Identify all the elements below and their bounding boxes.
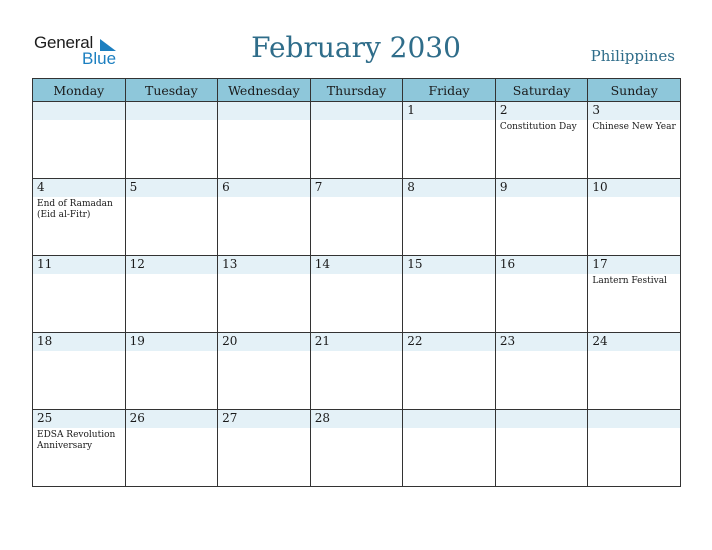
day-band [33, 102, 125, 120]
logo-text-general: General [34, 33, 94, 52]
day-cell [218, 179, 311, 256]
day-cell [33, 256, 126, 333]
day-band [403, 410, 495, 428]
day-band [311, 179, 403, 197]
day-cell [403, 256, 496, 333]
day-cell [125, 256, 218, 333]
day-band [33, 179, 125, 197]
weekday-header: Monday [33, 79, 126, 102]
day-band [311, 102, 403, 120]
day-number: 10 [592, 180, 608, 194]
day-number: 2 [499, 103, 508, 117]
day-number: 3 [592, 103, 601, 117]
day-cell [588, 179, 681, 256]
day-cell [403, 102, 496, 179]
holiday-label: End of Ramadan (Eid al-Fitr) [37, 199, 113, 220]
day-number: 19 [129, 334, 145, 348]
day-band [496, 179, 588, 197]
day-number: 7 [314, 180, 323, 194]
day-cell [33, 179, 126, 256]
day-band [218, 179, 310, 197]
weekday-header: Tuesday [125, 79, 218, 102]
day-number: 25 [37, 411, 53, 425]
day-number: 13 [222, 257, 238, 271]
day-band [403, 179, 495, 197]
day-cell [403, 179, 496, 256]
weekday-header: Wednesday [218, 79, 311, 102]
day-cell [125, 102, 218, 179]
day-cell [588, 410, 681, 487]
day-number: 8 [407, 180, 415, 194]
day-number: 27 [222, 411, 238, 425]
week-row [33, 256, 681, 333]
logo-text-blue: Blue [82, 49, 117, 68]
day-number: 11 [37, 257, 53, 271]
day-cell [218, 333, 311, 410]
weekday-header: Saturday [495, 79, 588, 102]
day-band [496, 102, 588, 120]
day-number: 14 [314, 257, 330, 271]
day-number: 6 [222, 180, 230, 194]
day-number: 28 [314, 411, 330, 425]
calendar-grid [32, 78, 681, 487]
day-number: 1 [407, 103, 415, 117]
weekday-header: Thursday [310, 79, 403, 102]
holiday-label: EDSA Revolution Anniversary [37, 430, 116, 451]
day-cell [310, 333, 403, 410]
day-cell [33, 102, 126, 179]
day-number: 16 [499, 257, 516, 271]
day-cell [218, 410, 311, 487]
day-number: 4 [37, 180, 45, 194]
week-row [33, 410, 681, 487]
week-row [33, 102, 681, 179]
day-cell [33, 333, 126, 410]
day-cell [495, 179, 588, 256]
day-cell [588, 102, 681, 179]
country-label: Philippines [590, 47, 675, 65]
weekday-header: Sunday [588, 79, 681, 102]
day-number: 21 [314, 334, 330, 348]
day-cell [495, 102, 588, 179]
day-cell [495, 333, 588, 410]
day-cell [403, 333, 496, 410]
weekday-header: Friday [403, 79, 496, 102]
day-cell [310, 179, 403, 256]
day-number: 15 [407, 257, 423, 271]
holiday-label: Chinese New Year [592, 122, 676, 132]
day-cell [33, 410, 126, 487]
day-cell [588, 256, 681, 333]
day-cell [495, 410, 588, 487]
day-band [403, 102, 495, 120]
holiday-label: Constitution Day [499, 122, 577, 132]
day-cell [310, 256, 403, 333]
day-cell [588, 333, 681, 410]
day-number: 24 [592, 334, 608, 348]
day-cell [125, 179, 218, 256]
day-number: 22 [407, 334, 423, 348]
day-band [126, 179, 218, 197]
day-band [588, 102, 680, 120]
day-band [588, 410, 680, 428]
day-cell [310, 102, 403, 179]
page-title: February 2030 [251, 31, 461, 64]
day-number: 23 [499, 334, 516, 348]
holiday-label: Lantern Festival [592, 276, 667, 286]
day-cell [403, 410, 496, 487]
day-cell [218, 102, 311, 179]
day-band [496, 410, 588, 428]
day-number: 9 [499, 180, 508, 194]
day-band [126, 102, 218, 120]
day-cell [310, 410, 403, 487]
day-cell [218, 256, 311, 333]
weekday-header-row [33, 79, 681, 102]
day-cell [125, 333, 218, 410]
day-number: 26 [129, 411, 145, 425]
day-number: 20 [222, 334, 238, 348]
day-band [218, 102, 310, 120]
day-number: 5 [129, 180, 138, 194]
day-number: 18 [37, 334, 53, 348]
week-row [33, 179, 681, 256]
day-cell [125, 410, 218, 487]
day-cell [495, 256, 588, 333]
day-number: 17 [592, 257, 608, 271]
day-number: 12 [129, 257, 145, 271]
week-row [33, 333, 681, 410]
